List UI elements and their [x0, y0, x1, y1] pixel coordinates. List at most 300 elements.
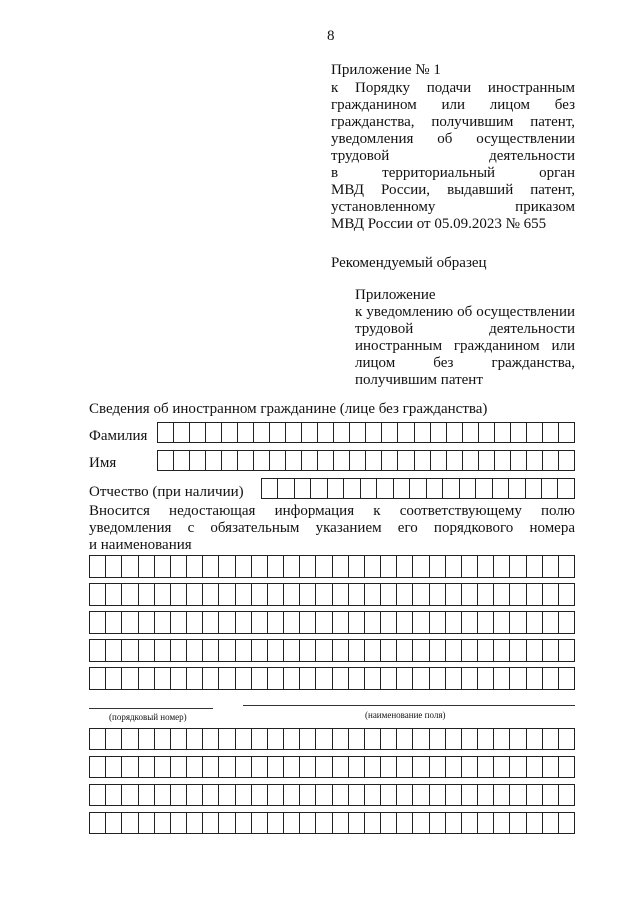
- char-cell[interactable]: [397, 611, 413, 634]
- char-cell[interactable]: [171, 583, 187, 606]
- char-cell[interactable]: [397, 728, 413, 750]
- char-cell[interactable]: [430, 639, 446, 662]
- char-cell[interactable]: [187, 611, 203, 634]
- char-cell[interactable]: [365, 812, 381, 834]
- char-cell[interactable]: [377, 478, 393, 499]
- char-cell[interactable]: [543, 756, 559, 778]
- char-cell[interactable]: [219, 611, 235, 634]
- char-cell[interactable]: [462, 639, 478, 662]
- char-cell[interactable]: [316, 728, 332, 750]
- char-cell[interactable]: [494, 812, 510, 834]
- char-cell[interactable]: [174, 450, 190, 471]
- char-cell[interactable]: [139, 784, 155, 806]
- char-cell[interactable]: [236, 667, 252, 690]
- char-cell[interactable]: [300, 784, 316, 806]
- char-cell[interactable]: [381, 611, 397, 634]
- char-cell[interactable]: [139, 812, 155, 834]
- char-cell[interactable]: [366, 450, 382, 471]
- char-cell[interactable]: [397, 756, 413, 778]
- char-cell[interactable]: [446, 583, 462, 606]
- char-cell[interactable]: [252, 728, 268, 750]
- char-cell[interactable]: [90, 728, 106, 750]
- char-cell[interactable]: [478, 667, 494, 690]
- char-cell[interactable]: [284, 812, 300, 834]
- char-cell[interactable]: [219, 639, 235, 662]
- char-cell[interactable]: [349, 639, 365, 662]
- char-cell[interactable]: [365, 756, 381, 778]
- char-cell[interactable]: [495, 450, 511, 471]
- char-cell[interactable]: [284, 555, 300, 578]
- char-cell[interactable]: [171, 756, 187, 778]
- char-cell[interactable]: [318, 450, 334, 471]
- char-cell[interactable]: [410, 478, 426, 499]
- char-cell[interactable]: [494, 639, 510, 662]
- char-cell[interactable]: [527, 812, 543, 834]
- char-cell[interactable]: [397, 784, 413, 806]
- char-cell[interactable]: [90, 667, 106, 690]
- char-cell[interactable]: [430, 756, 446, 778]
- char-cell[interactable]: [284, 756, 300, 778]
- char-cell[interactable]: [270, 422, 286, 443]
- info-grid-row[interactable]: [89, 639, 575, 662]
- char-cell[interactable]: [334, 450, 350, 471]
- char-cell[interactable]: [381, 639, 397, 662]
- char-cell[interactable]: [187, 583, 203, 606]
- char-cell[interactable]: [413, 611, 429, 634]
- char-cell[interactable]: [284, 728, 300, 750]
- char-cell[interactable]: [268, 555, 284, 578]
- char-cell[interactable]: [559, 812, 575, 834]
- char-cell[interactable]: [462, 583, 478, 606]
- char-cell[interactable]: [238, 450, 254, 471]
- lower-grid-row[interactable]: [89, 812, 575, 834]
- char-cell[interactable]: [187, 784, 203, 806]
- char-cell[interactable]: [349, 784, 365, 806]
- char-cell[interactable]: [349, 555, 365, 578]
- char-cell[interactable]: [381, 667, 397, 690]
- char-cell[interactable]: [349, 756, 365, 778]
- char-cell[interactable]: [318, 422, 334, 443]
- char-cell[interactable]: [430, 667, 446, 690]
- char-cell[interactable]: [286, 422, 302, 443]
- char-cell[interactable]: [446, 555, 462, 578]
- char-cell[interactable]: [203, 728, 219, 750]
- char-cell[interactable]: [300, 639, 316, 662]
- char-cell[interactable]: [190, 422, 206, 443]
- char-cell[interactable]: [155, 812, 171, 834]
- char-cell[interactable]: [463, 450, 479, 471]
- char-cell[interactable]: [268, 756, 284, 778]
- char-cell[interactable]: [349, 812, 365, 834]
- char-cell[interactable]: [510, 555, 526, 578]
- char-cell[interactable]: [349, 611, 365, 634]
- char-cell[interactable]: [333, 784, 349, 806]
- info-grid-row[interactable]: [89, 611, 575, 634]
- char-cell[interactable]: [527, 450, 543, 471]
- char-cell[interactable]: [462, 667, 478, 690]
- char-cell[interactable]: [333, 728, 349, 750]
- char-cell[interactable]: [316, 639, 332, 662]
- char-cell[interactable]: [349, 583, 365, 606]
- char-cell[interactable]: [543, 555, 559, 578]
- char-cell[interactable]: [268, 639, 284, 662]
- char-cell[interactable]: [478, 583, 494, 606]
- char-cell[interactable]: [300, 611, 316, 634]
- char-cell[interactable]: [106, 639, 122, 662]
- char-cell[interactable]: [430, 784, 446, 806]
- char-cell[interactable]: [543, 639, 559, 662]
- char-cell[interactable]: [394, 478, 410, 499]
- char-cell[interactable]: [328, 478, 344, 499]
- char-cell[interactable]: [543, 450, 559, 471]
- char-cell[interactable]: [559, 728, 575, 750]
- char-cell[interactable]: [262, 478, 278, 499]
- char-cell[interactable]: [381, 784, 397, 806]
- char-cell[interactable]: [479, 450, 495, 471]
- char-cell[interactable]: [300, 756, 316, 778]
- char-cell[interactable]: [510, 812, 526, 834]
- char-cell[interactable]: [333, 555, 349, 578]
- char-cell[interactable]: [510, 756, 526, 778]
- char-cell[interactable]: [300, 667, 316, 690]
- char-cell[interactable]: [155, 667, 171, 690]
- char-cell[interactable]: [252, 583, 268, 606]
- char-cell[interactable]: [398, 422, 414, 443]
- char-cell[interactable]: [511, 422, 527, 443]
- char-cell[interactable]: [381, 756, 397, 778]
- char-cell[interactable]: [494, 667, 510, 690]
- char-cell[interactable]: [316, 756, 332, 778]
- char-cell[interactable]: [122, 812, 138, 834]
- char-cell[interactable]: [333, 667, 349, 690]
- char-cell[interactable]: [494, 756, 510, 778]
- char-cell[interactable]: [494, 784, 510, 806]
- char-cell[interactable]: [446, 667, 462, 690]
- char-cell[interactable]: [158, 450, 174, 471]
- char-cell[interactable]: [90, 639, 106, 662]
- char-cell[interactable]: [171, 611, 187, 634]
- char-cell[interactable]: [478, 639, 494, 662]
- char-cell[interactable]: [527, 639, 543, 662]
- char-cell[interactable]: [558, 478, 574, 499]
- char-cell[interactable]: [413, 728, 429, 750]
- char-cell[interactable]: [365, 784, 381, 806]
- char-cell[interactable]: [527, 611, 543, 634]
- char-cell[interactable]: [300, 728, 316, 750]
- char-cell[interactable]: [446, 611, 462, 634]
- char-cell[interactable]: [366, 422, 382, 443]
- char-cell[interactable]: [478, 728, 494, 750]
- char-cell[interactable]: [316, 812, 332, 834]
- char-cell[interactable]: [559, 611, 575, 634]
- char-cell[interactable]: [349, 728, 365, 750]
- char-cell[interactable]: [316, 583, 332, 606]
- char-cell[interactable]: [527, 728, 543, 750]
- char-cell[interactable]: [302, 422, 318, 443]
- char-cell[interactable]: [333, 583, 349, 606]
- char-cell[interactable]: [252, 756, 268, 778]
- char-cell[interactable]: [252, 667, 268, 690]
- char-cell[interactable]: [222, 422, 238, 443]
- char-cell[interactable]: [252, 812, 268, 834]
- char-cell[interactable]: [495, 422, 511, 443]
- char-cell[interactable]: [365, 583, 381, 606]
- char-cell[interactable]: [203, 611, 219, 634]
- char-cell[interactable]: [398, 450, 414, 471]
- char-cell[interactable]: [559, 639, 575, 662]
- char-cell[interactable]: [300, 555, 316, 578]
- char-cell[interactable]: [381, 812, 397, 834]
- char-cell[interactable]: [254, 450, 270, 471]
- char-cell[interactable]: [236, 784, 252, 806]
- char-cell[interactable]: [268, 812, 284, 834]
- char-cell[interactable]: [187, 728, 203, 750]
- char-cell[interactable]: [413, 583, 429, 606]
- char-cell[interactable]: [333, 812, 349, 834]
- char-cell[interactable]: [203, 812, 219, 834]
- char-cell[interactable]: [493, 478, 509, 499]
- char-cell[interactable]: [155, 756, 171, 778]
- char-cell[interactable]: [494, 555, 510, 578]
- char-cell[interactable]: [446, 639, 462, 662]
- char-cell[interactable]: [462, 756, 478, 778]
- char-cell[interactable]: [302, 450, 318, 471]
- char-cell[interactable]: [463, 422, 479, 443]
- field-name-line[interactable]: [243, 705, 575, 706]
- char-cell[interactable]: [527, 422, 543, 443]
- char-cell[interactable]: [219, 728, 235, 750]
- char-cell[interactable]: [106, 784, 122, 806]
- char-cell[interactable]: [139, 583, 155, 606]
- char-cell[interactable]: [365, 555, 381, 578]
- char-cell[interactable]: [155, 611, 171, 634]
- lower-grid-row[interactable]: [89, 756, 575, 778]
- char-cell[interactable]: [174, 422, 190, 443]
- char-cell[interactable]: [478, 756, 494, 778]
- char-cell[interactable]: [171, 639, 187, 662]
- char-cell[interactable]: [311, 478, 327, 499]
- char-cell[interactable]: [90, 812, 106, 834]
- char-cell[interactable]: [284, 583, 300, 606]
- char-cell[interactable]: [543, 583, 559, 606]
- char-cell[interactable]: [254, 422, 270, 443]
- char-cell[interactable]: [122, 756, 138, 778]
- char-cell[interactable]: [413, 784, 429, 806]
- char-cell[interactable]: [510, 667, 526, 690]
- char-cell[interactable]: [333, 611, 349, 634]
- char-cell[interactable]: [559, 583, 575, 606]
- char-cell[interactable]: [219, 555, 235, 578]
- char-cell[interactable]: [90, 756, 106, 778]
- char-cell[interactable]: [203, 583, 219, 606]
- char-cell[interactable]: [476, 478, 492, 499]
- char-cell[interactable]: [350, 450, 366, 471]
- char-cell[interactable]: [252, 784, 268, 806]
- char-cell[interactable]: [268, 611, 284, 634]
- char-cell[interactable]: [268, 583, 284, 606]
- char-cell[interactable]: [270, 450, 286, 471]
- char-cell[interactable]: [171, 667, 187, 690]
- char-cell[interactable]: [543, 728, 559, 750]
- char-cell[interactable]: [122, 784, 138, 806]
- char-cell[interactable]: [106, 667, 122, 690]
- char-cell[interactable]: [559, 555, 575, 578]
- lower-grid-row[interactable]: [89, 728, 575, 750]
- char-cell[interactable]: [397, 667, 413, 690]
- char-cell[interactable]: [334, 422, 350, 443]
- char-cell[interactable]: [158, 422, 174, 443]
- char-cell[interactable]: [106, 611, 122, 634]
- char-cell[interactable]: [446, 756, 462, 778]
- char-cell[interactable]: [219, 812, 235, 834]
- char-cell[interactable]: [462, 611, 478, 634]
- char-cell[interactable]: [415, 450, 431, 471]
- char-cell[interactable]: [90, 555, 106, 578]
- char-cell[interactable]: [187, 756, 203, 778]
- char-cell[interactable]: [430, 812, 446, 834]
- char-cell[interactable]: [510, 583, 526, 606]
- char-cell[interactable]: [284, 611, 300, 634]
- char-cell[interactable]: [139, 756, 155, 778]
- char-cell[interactable]: [139, 667, 155, 690]
- char-cell[interactable]: [155, 583, 171, 606]
- char-cell[interactable]: [90, 784, 106, 806]
- char-cell[interactable]: [252, 555, 268, 578]
- char-cell[interactable]: [187, 667, 203, 690]
- char-cell[interactable]: [344, 478, 360, 499]
- char-cell[interactable]: [559, 667, 575, 690]
- char-cell[interactable]: [122, 728, 138, 750]
- char-cell[interactable]: [365, 667, 381, 690]
- char-cell[interactable]: [494, 611, 510, 634]
- char-cell[interactable]: [155, 639, 171, 662]
- char-cell[interactable]: [139, 728, 155, 750]
- char-cell[interactable]: [219, 583, 235, 606]
- char-cell[interactable]: [122, 639, 138, 662]
- char-cell[interactable]: [295, 478, 311, 499]
- char-cell[interactable]: [333, 639, 349, 662]
- char-cell[interactable]: [268, 728, 284, 750]
- char-cell[interactable]: [415, 422, 431, 443]
- char-cell[interactable]: [187, 639, 203, 662]
- char-cell[interactable]: [206, 450, 222, 471]
- char-cell[interactable]: [187, 812, 203, 834]
- char-cell[interactable]: [430, 583, 446, 606]
- char-cell[interactable]: [219, 667, 235, 690]
- char-cell[interactable]: [350, 422, 366, 443]
- char-cell[interactable]: [286, 450, 302, 471]
- char-cell[interactable]: [462, 555, 478, 578]
- char-cell[interactable]: [413, 756, 429, 778]
- char-cell[interactable]: [365, 728, 381, 750]
- char-cell[interactable]: [106, 812, 122, 834]
- char-cell[interactable]: [527, 583, 543, 606]
- char-cell[interactable]: [431, 422, 447, 443]
- char-cell[interactable]: [446, 784, 462, 806]
- char-cell[interactable]: [236, 812, 252, 834]
- char-cell[interactable]: [559, 756, 575, 778]
- char-cell[interactable]: [478, 784, 494, 806]
- char-cell[interactable]: [155, 728, 171, 750]
- char-cell[interactable]: [190, 450, 206, 471]
- char-cell[interactable]: [122, 667, 138, 690]
- char-cell[interactable]: [382, 450, 398, 471]
- char-cell[interactable]: [494, 728, 510, 750]
- char-cell[interactable]: [278, 478, 294, 499]
- char-cell[interactable]: [139, 555, 155, 578]
- char-cell[interactable]: [236, 555, 252, 578]
- char-cell[interactable]: [446, 812, 462, 834]
- char-cell[interactable]: [139, 639, 155, 662]
- char-cell[interactable]: [430, 555, 446, 578]
- char-cell[interactable]: [447, 450, 463, 471]
- char-cell[interactable]: [447, 422, 463, 443]
- char-cell[interactable]: [171, 784, 187, 806]
- char-cell[interactable]: [382, 422, 398, 443]
- patronymic-grid[interactable]: [261, 478, 575, 499]
- char-cell[interactable]: [284, 784, 300, 806]
- char-cell[interactable]: [527, 555, 543, 578]
- char-cell[interactable]: [397, 555, 413, 578]
- info-grid-row[interactable]: [89, 555, 575, 578]
- char-cell[interactable]: [316, 667, 332, 690]
- serial-number-line[interactable]: [89, 708, 213, 709]
- char-cell[interactable]: [559, 450, 575, 471]
- char-cell[interactable]: [106, 555, 122, 578]
- char-cell[interactable]: [413, 812, 429, 834]
- char-cell[interactable]: [427, 478, 443, 499]
- char-cell[interactable]: [365, 639, 381, 662]
- char-cell[interactable]: [543, 611, 559, 634]
- info-grid-row[interactable]: [89, 583, 575, 606]
- char-cell[interactable]: [431, 450, 447, 471]
- char-cell[interactable]: [559, 422, 575, 443]
- char-cell[interactable]: [462, 784, 478, 806]
- char-cell[interactable]: [90, 583, 106, 606]
- char-cell[interactable]: [203, 639, 219, 662]
- char-cell[interactable]: [397, 639, 413, 662]
- char-cell[interactable]: [381, 555, 397, 578]
- char-cell[interactable]: [300, 812, 316, 834]
- name-grid[interactable]: [157, 450, 575, 471]
- char-cell[interactable]: [171, 728, 187, 750]
- char-cell[interactable]: [510, 728, 526, 750]
- char-cell[interactable]: [206, 422, 222, 443]
- char-cell[interactable]: [268, 667, 284, 690]
- char-cell[interactable]: [478, 812, 494, 834]
- char-cell[interactable]: [361, 478, 377, 499]
- char-cell[interactable]: [494, 583, 510, 606]
- char-cell[interactable]: [203, 667, 219, 690]
- char-cell[interactable]: [236, 728, 252, 750]
- char-cell[interactable]: [252, 639, 268, 662]
- char-cell[interactable]: [526, 478, 542, 499]
- char-cell[interactable]: [219, 784, 235, 806]
- char-cell[interactable]: [543, 667, 559, 690]
- char-cell[interactable]: [203, 756, 219, 778]
- char-cell[interactable]: [381, 728, 397, 750]
- char-cell[interactable]: [460, 478, 476, 499]
- char-cell[interactable]: [509, 478, 525, 499]
- char-cell[interactable]: [316, 784, 332, 806]
- char-cell[interactable]: [543, 812, 559, 834]
- char-cell[interactable]: [443, 478, 459, 499]
- char-cell[interactable]: [413, 639, 429, 662]
- char-cell[interactable]: [122, 583, 138, 606]
- char-cell[interactable]: [316, 611, 332, 634]
- char-cell[interactable]: [510, 611, 526, 634]
- char-cell[interactable]: [236, 583, 252, 606]
